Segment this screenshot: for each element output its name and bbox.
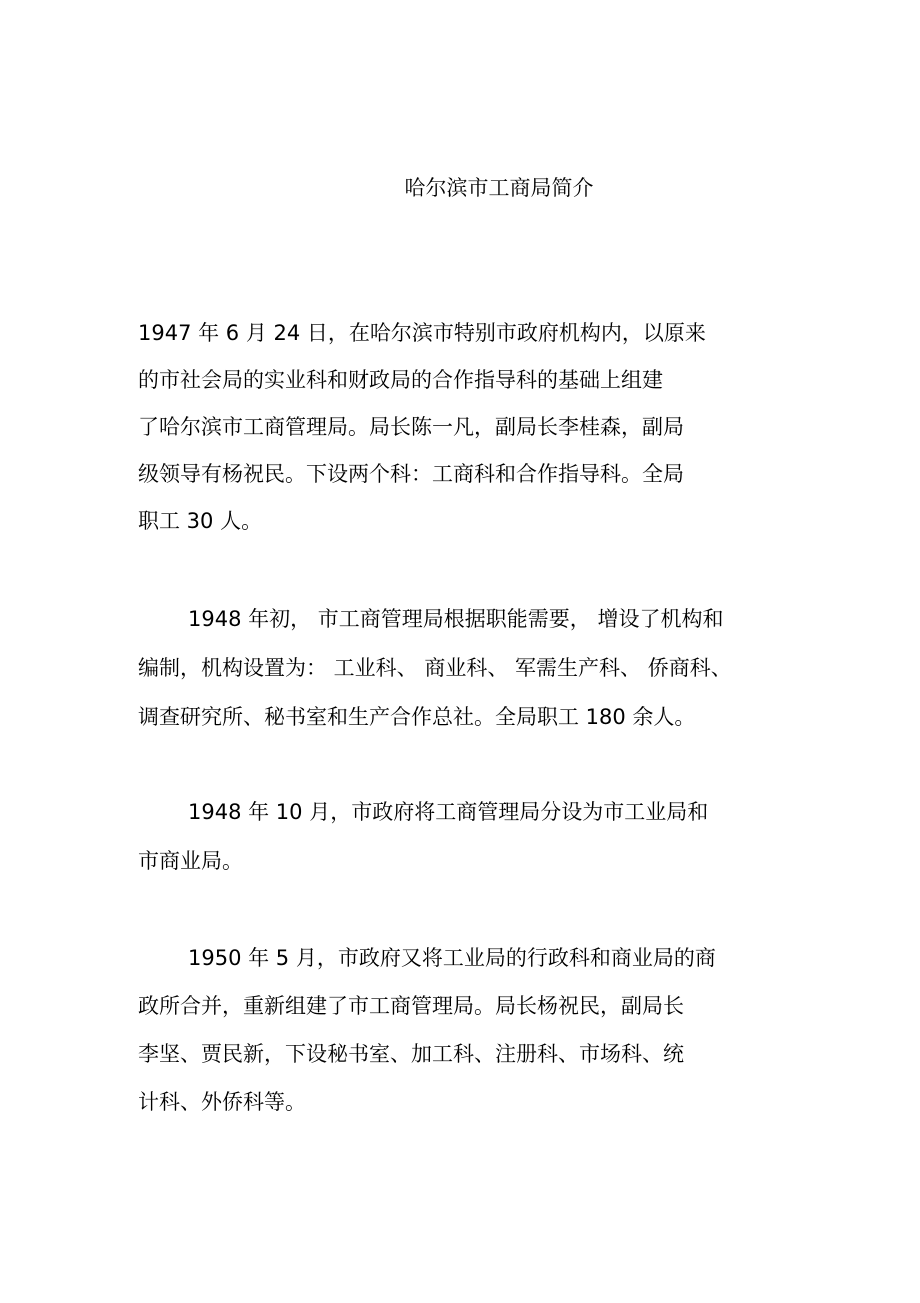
paragraph-1-line-4: 级领导有杨祝民。下设两个科：工商科和合作指导科。全局 xyxy=(138,462,684,486)
paragraph-3-line-1: 1948 年 10 月，市政府将工商管理局分设为市工业局和 xyxy=(188,800,709,824)
paragraph-4-line-3: 李坚、贾民新，下设秘书室、加工科、注册科、市场科、统 xyxy=(138,1042,684,1066)
paragraph-1-line-1: 1947 年 6 月 24 日，在哈尔滨市特别市政府机构内，以原来 xyxy=(138,321,706,345)
paragraph-2-line-1: 1948 年初， 市工商管理局根据职能需要， 增设了机构和 xyxy=(188,607,724,631)
paragraph-4-line-4: 计科、外侨科等。 xyxy=(138,1090,306,1114)
paragraph-4-line-2: 政所合并，重新组建了市工商管理局。局长杨祝民，副局长 xyxy=(138,994,684,1018)
paragraph-2-line-2: 编制，机构设置为： 工业科、 商业科、 军需生产科、 侨商科、 xyxy=(138,656,732,680)
paragraph-3-line-2: 市商业局。 xyxy=(138,849,243,873)
document-title: 哈尔滨市工商局简介 xyxy=(404,176,594,200)
paragraph-1-line-2: 的市社会局的实业科和财政局的合作指导科的基础上组建 xyxy=(138,368,663,392)
paragraph-1-line-5: 职工 30 人。 xyxy=(138,509,263,533)
paragraph-2-line-3: 调查研究所、秘书室和生产合作总社。全局职工 180 余人。 xyxy=(138,705,696,729)
paragraph-1-line-3: 了哈尔滨市工商管理局。局长陈一凡，副局长李桂森，副局 xyxy=(138,415,684,439)
paragraph-4-line-1: 1950 年 5 月，市政府又将工业局的行政科和商业局的商 xyxy=(188,946,716,970)
